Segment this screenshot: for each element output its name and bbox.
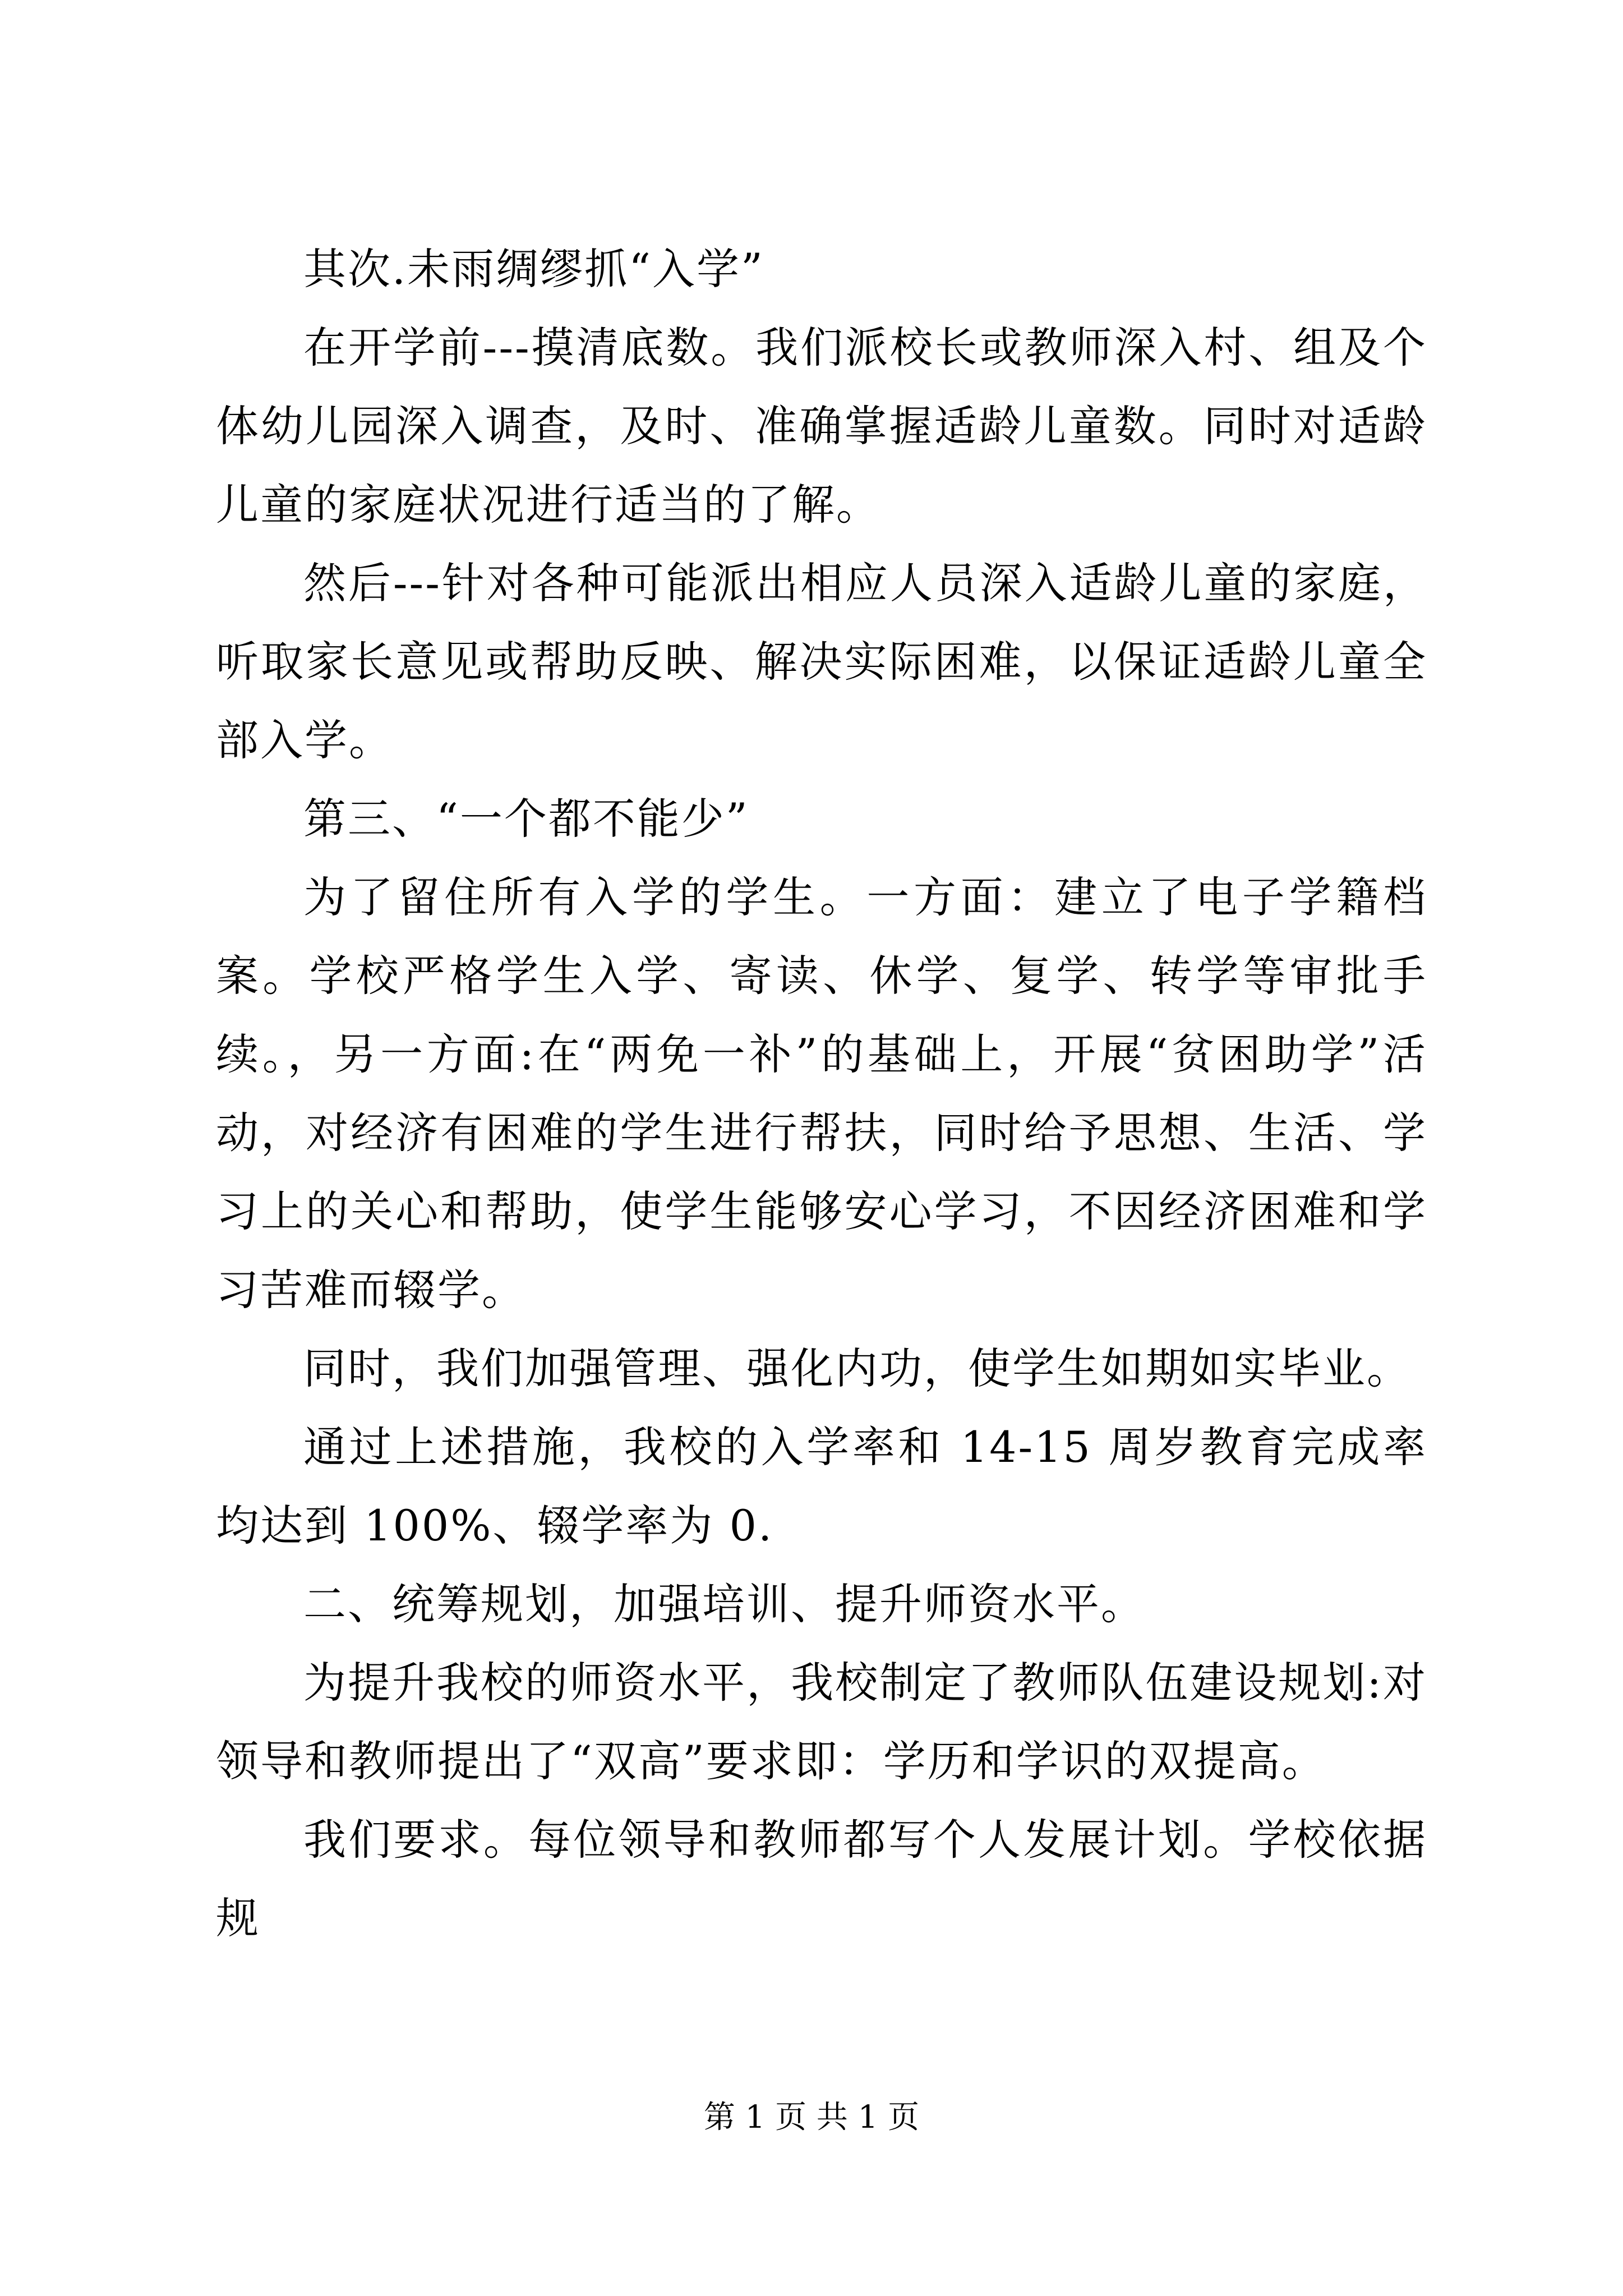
paragraph-management: 同时，我们加强管理、强化内功，使学生如期如实毕业。 [303, 1343, 1411, 1393]
paragraph-requirements: 我们要求。每位领导和教师都写个人发展计划。学校依据规 [216, 1815, 1427, 1943]
paragraph-heading-teacher-training: 二、统筹规划，加强培训、提升师资水平。 [303, 1579, 1145, 1629]
page-footer: 第 1 页 共 1 页 [703, 2099, 920, 2136]
document-body [216, 230, 1427, 1958]
paragraph-before-school: 在开学前---摸清底数。我们派校长或教师深入村、组及个体幼儿园深入调查，及时、准确掌握适龄儿童数。同时对适龄儿童的家庭状况进行适当的了解。 [216, 323, 1427, 530]
paragraph-teacher-plan: 为提升我校的师资水平，我校制定了教师队伍建设规划:对领导和教师提出了“双高”要求即：学历和学识的双提高。 [216, 1658, 1427, 1786]
paragraph-results: 通过上述措施，我校的入学率和 14-15 周岁教育完成率均达到 100%、辍学率为 0. [216, 1422, 1427, 1550]
paragraph-then: 然后---针对各种可能派出相应人员深入适龄儿童的家庭，听取家长意见或帮助反映、解决实际困难，以保证适龄儿童全部入学。 [216, 558, 1427, 765]
paragraph-heading-enrollment: 其次.未雨绸缪抓“入学” [303, 244, 764, 294]
paragraph-retain-students: 为了留住所有入学的学生。一方面：建立了电子学籍档案。学校严格学生入学、寄读、休学、复学、转学等审批手续。，另一方面:在“两免一补”的基础上，开展“贫困助学”活动，对经济有困难的学生进行帮扶，同时给予思想、生活、学习上的关心和帮助，使学生能够安心学习，不因经济困难和学习苦难而辍学。 [216, 872, 1427, 1315]
paragraph-heading-none-left-behind: 第三、“一个都不能少” [303, 794, 749, 844]
